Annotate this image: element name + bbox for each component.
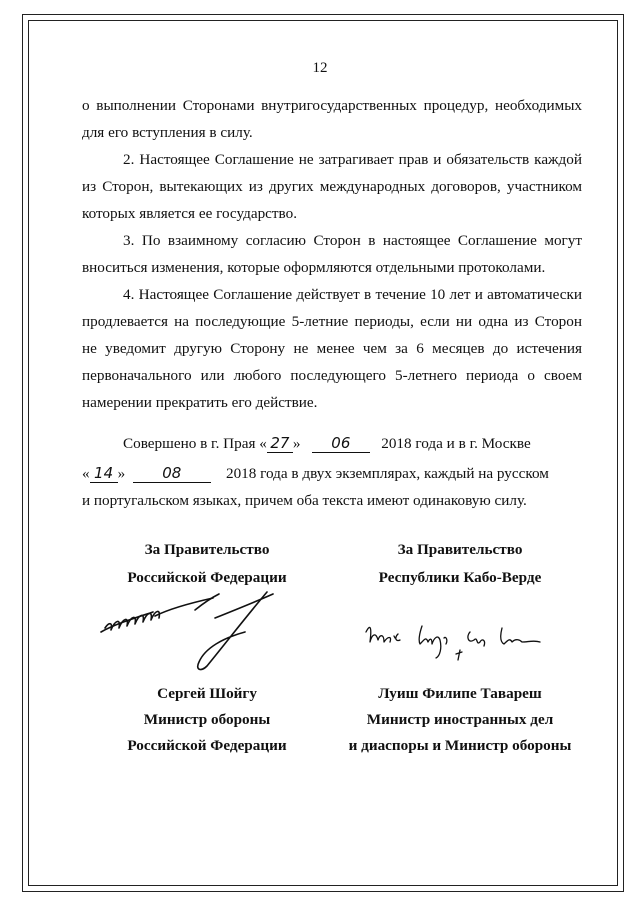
paragraph-2-line-1: 2. Настоящее Соглашение не затрагивает прав и обязательств каждой: [123, 151, 582, 168]
left-party-heading-2: Российской Федерации: [127, 569, 287, 586]
left-party-title-2: Российской Федерации: [127, 737, 287, 754]
signing-text-part3: 2018 года и в г. Москве: [381, 435, 531, 452]
paragraph-4-line-5: намерении прекратить его действие.: [82, 394, 318, 411]
month-field-prague: 06: [312, 434, 370, 453]
signing-text-part4: «: [82, 465, 90, 482]
paragraph-3-line-1: 3. По взаимному согласию Сторон в настоящее Соглашение могут: [123, 232, 582, 249]
paragraph-2-line-2: из Сторон, вытекающих из других международных договоров, участником: [82, 178, 582, 195]
right-party-title-1: Министр иностранных дел: [366, 711, 554, 728]
day-field-moscow: 14: [90, 464, 118, 483]
month-field-moscow: 08: [133, 464, 211, 483]
paragraph-2-line-3: которых является ее государство.: [82, 205, 298, 222]
right-party-title-2: и диаспоры и Министр обороны: [348, 737, 572, 754]
left-party-name: Сергей Шойгу: [157, 685, 257, 702]
right-party-name: Луиш Филипе Тавареш: [378, 685, 542, 702]
paragraph-4-line-3: не уведомит другую Сторону не менее чем за 6 месяцев до истечения: [82, 340, 582, 357]
paragraph-1-line-2: для его вступления в силу.: [82, 124, 253, 141]
right-party-heading-2: Республики Кабо-Верде: [378, 569, 542, 586]
paragraph-4-line-1: 4. Настоящее Соглашение действует в течение 10 лет и автоматически: [123, 286, 582, 303]
paragraph-3-line-2: вноситься изменения, которые оформляются отдельными протоколами.: [82, 259, 546, 276]
day-field-prague: 27: [267, 434, 293, 453]
right-signature-image: [362, 618, 562, 668]
right-party-heading-1: За Правительство: [397, 541, 523, 558]
signing-line-3: и португальском языках, причем оба текста имеют одинаковую силу.: [82, 492, 527, 509]
left-signature-image: [95, 588, 285, 678]
paragraph-1-line-1: о выполнении Сторонами внутригосударственных процедур, необходимых: [82, 97, 582, 114]
signing-line-2: [82, 460, 549, 487]
signing-text-part5: »: [117, 465, 126, 482]
left-party-title-1: Министр обороны: [143, 711, 271, 728]
page-number: 12: [312, 60, 328, 76]
signing-text-part2: »: [292, 435, 301, 452]
signing-line-1: [123, 430, 531, 457]
signing-text-part1: Совершено в г. Прая «: [123, 435, 267, 452]
paragraph-4-line-2: продлевается на последующие 5-летние периоды, если ни одна из Сторон: [82, 313, 582, 330]
signing-text-part6: 2018 года в двух экземплярах, каждый на русском: [225, 465, 549, 482]
left-party-heading-1: За Правительство: [144, 541, 270, 558]
paragraph-4-line-4: первоначального или любого последующего 5-летнего периода о своем: [82, 367, 582, 384]
